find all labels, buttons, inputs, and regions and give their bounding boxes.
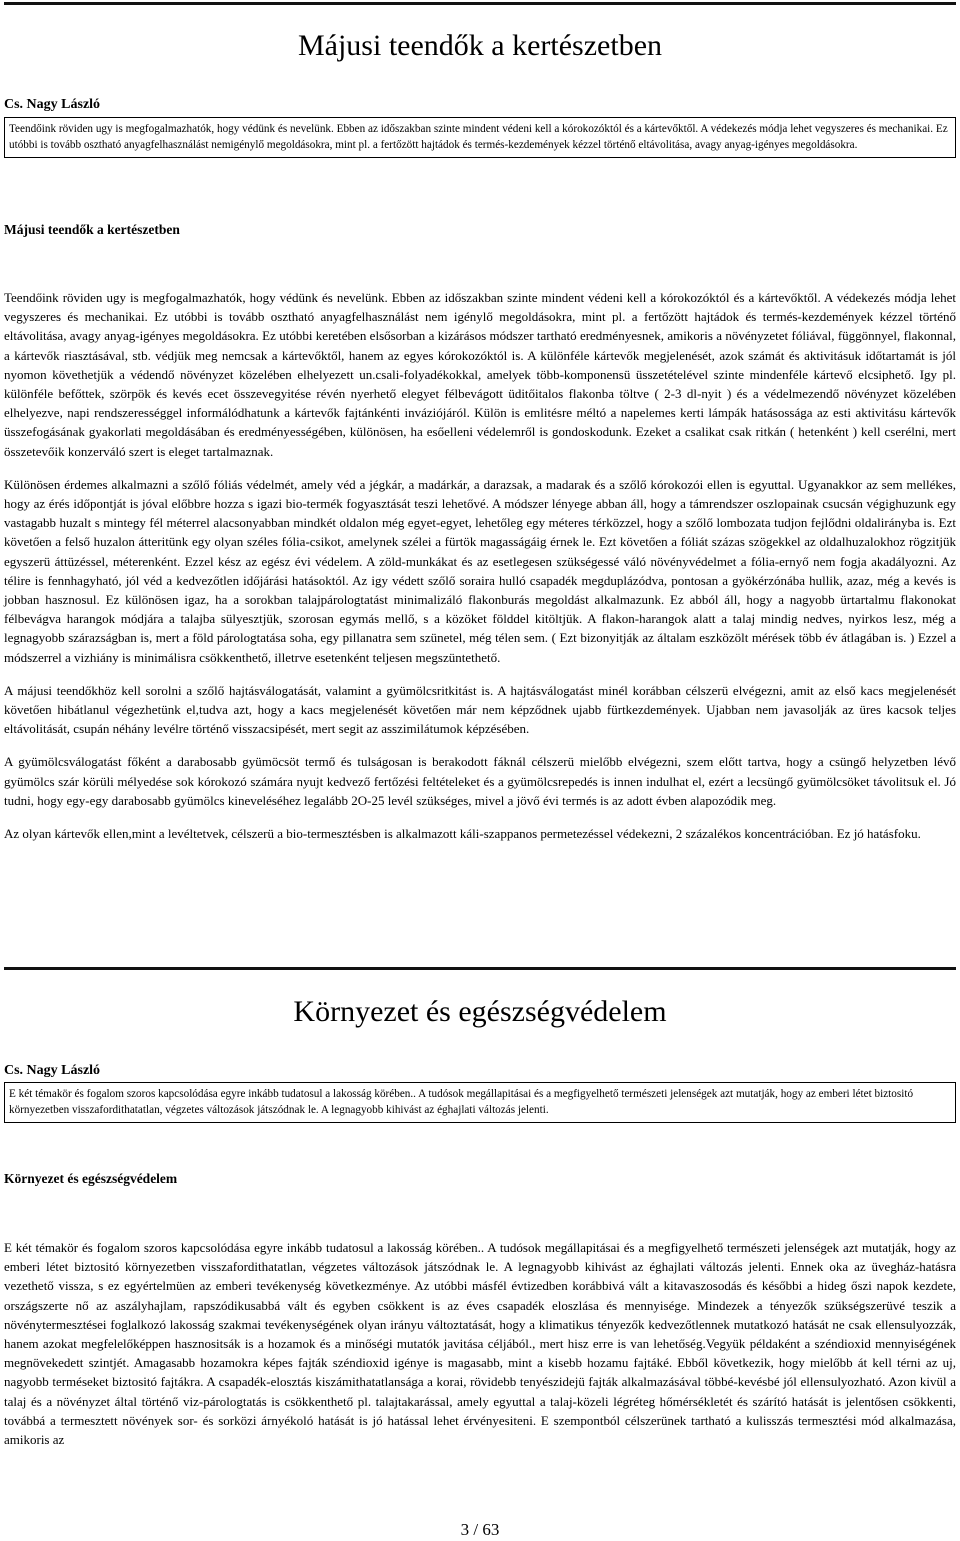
- article-author-2: Cs. Nagy László: [4, 1063, 101, 1078]
- article-subheading-1: Májusi teendők a kertészetben: [4, 222, 180, 237]
- article-abstract-2: E két témakör és fogalom szoros kapcsolódása egyre inkább tudatosul a lakosság körében.. A tudósok megállapitásai és a megfigyelhető természeti jelenségek azt mutatják, hogy az emberi létet biztositó környezetben visszafordithatatlan, végzetes változások játszódnak le. A legnagyobb kihivást az éghajlati változás jelenti.: [4, 1082, 956, 1123]
- top-rule: [4, 2, 956, 5]
- article-subheading-2: Környezet és egészségvédelem: [4, 1171, 178, 1186]
- paragraph: A májusi teendőkhöz kell sorolni a szőlő hajtásválogatását, valamint a gyümölcsritkitást is. A hajtásválogatást minél korábban célszerü elvégezni, amit az első kacs megjelenését követően hibátlanul végezhetünk el,tudva azt, hogy a kacs megjelenését követően már nem képződnek ujabb fürtkezdemények. Ujabban nem javasolják az üres kacsok teljes eltávolitását, csupán néhány levélre történő visszacsipését, mert segit az asszimilátumok képzésében.: [4, 682, 956, 737]
- page-indicator: 3 / 63: [460, 1520, 500, 1539]
- article-abstract-1: Teendőink röviden ugy is megfogalmazhatók, hogy védünk és nevelünk. Ebben az időszakban szinte mindent védeni kell a kórokozóktól és a kártevőktől. A védekezés módja lehet vegyszeres és mechanikai. Ez utóbbi is tovább osztható anyagfelhasználást nemigénylő megoldásokra, mint pl. a fertőzött hajtádok és termés-kezdemények kézzel történő eltávolitása, avagy anyag-igényes megoldásokra.: [4, 117, 956, 158]
- paragraph: A gyümölcsválogatást főként a darabosabb gyümöcsöt termő és tulságosan is berakodott fáknál célszerü mielőbb elvégezni, szem előtt tartva, hogy a csüngő helyzetben lévő gyümölcs szár körüli mélyedése sok kórokozó számára nyujt kedvező fertőzési feltételeket és a gyümölcsrepedés is innen indulhat el, ezért a lecsüngő gyümölcsöket távolitsuk el. Jó tudni, hogy egy-egy darabosabb gyümölcs kineveléséhez legalább 2O-25 levél szükséges, mivel a jövő évi termés is az adott évben alapozódik meg.: [4, 754, 956, 808]
- paragraph: Különösen érdemes alkalmazni a szőlő fóliás védelmét, amely véd a jégkár, a madárkár, a darazsak, a madarak és a szőlő kórokozói ellen is egyuttal. Ugyanakkor az sem mellékes, hogy az érés időpontját is jóval előbbre hozza s igazi bio-termék fogyasztását teszi lehetővé. A módszer lényege abban áll, hogy a támrendszer oszlopainak csucsán végighuzunk egy vastagabb huzalt s mintegy fél méterrel alacsonyabban mindkét oldalon még egyet-egyet, lehetőleg egy méteres térközzel, hogy a szőlő lombozata tudjon fejlődni oldalirányba is. Ezt követően a felső huzalon átteritünk egy olyan széles fólia-csikot, amelynek szélei a fürtök magasságáig érnek le. Ezt követően a fóliát százas szögekkel az oldalhuzalokhoz rögzitjük egyszerü áttüzéssel, méterenként. Ezzel kész az egész évi védelem. A zöld-munkákat és az esetlegesen szükségessé váló növényvédelmet a fólia-ernyő nem fogja akadályozni. Az télire is fennhagyható, jól véd a kedvezőtlen időjárási hatásoktól. Az igy védett szőlő soraira hulló csapadék megduplázódva, pontosan a gyökérzónába hullik, azaz, még a kevés is jobban hasznosul. Ez különösen igaz, ha a sorokban talajpárologtatást minimalizáló flakonburás megoldást alkalmazunk. Ez abból áll, hogy a nagyobb ürtartalmu flakonokat félbevágva harangok módjára a talajba sülyesztjük, szorosan egymás mellő, s a közöket földdel kitöltjük. A flakon-harangok alatt a talaj mindig nedves, nyirkos lesz, még a legnagyobb szárazságban is, mert a föld párologtatása soha, egy pillanatra sem szünetel, még télen sem. ( Ezt bizonyitják az általam eszközölt mérések több év átlagában is. ) Ezzel a módszerrel a vizhiány is minimálisra csökkenthető, illetrve esetenként teljesen megszüntethető.: [4, 476, 956, 665]
- article-title-2: Környezet és egészségvédelem: [293, 995, 667, 1028]
- article-body-1: [4, 288, 956, 857]
- article-body-2: [4, 1238, 956, 1506]
- article-author-1: Cs. Nagy László: [4, 97, 101, 112]
- section-divider-rule: [4, 967, 956, 970]
- paragraph: E két témakör és fogalom szoros kapcsolódása egyre inkább tudatosul a lakosság körében.. A tudósok megállapitásai és a megfigyelhető természeti jelenségek azt mutatják, hogy az emberi létet biztositó környezetben visszafordithatatlan, végzetes változások játszódnak le. A legnagyobb kihivást az éghajlati változás jelenti. Ennek oka az üvegház-hatásra vezethető vissza, s ez egyértelmüen az emberi tevékenység következménye. Az utóbbi másfél évtizedben korábbivá vált a kitavaszosodás és későbbi a hideg őszi napok kezdete, országszerte nő az aszályhajlam, rapszódikusabbá vált és egyben csökkent is az éves csapadék eloszlása és mennyisége. Mindezek a tényezők szükségszerüvé teszik a növénytermesztései foglalkozó lakosság szakmai tevékenységének olyan irányu változtatását, hogy a klimatikus tényezők kedvezőtlennek mutatkozó hatását ne csak ellensulyozzák, hanem azokat megfelelőképpen hasznositsák is a hozamok és a minőségi mutatók javitása céljából., mert hisz erre is van lehetőség.Vegyük példaként a széndioxid mennyiségének megnövekedett szintjét. Amagasabb hozamokra képes fajták széndioxid igénye is magasabb, mint a kisebb hozamu fajtáké. Ebből következik, hogy mielőbb át kell térni az uj, nagyobb terméseket biztositó fajtákra. A csapadék-elosztás kiszámithatatlansága a korai, rövidebb tenyészidejü fajták alkalmazásával többé-kevésbé jól ellensulyozható. Azon kivül a talaj és a növényzet által történő viz-párologtatás is csökkenthető pl. talajtakarással, amely egyuttal a talaj-közeli légréteg hőmérsékletét és szárító hatását is jelentősen csökkenti, továbbá a termesztett növények sor- és sorközi árnyékoló hatását is jó hatással lehet érvényesiteni. E szempontból célszerünek tartható a kulisszás termesztési mód alkalmazása, amikoris az: [4, 1240, 956, 1448]
- paragraph: Teendőink röviden ugy is megfogalmazhatók, hogy védünk és nevelünk. Ebben az időszakban szinte mindent védeni kell a kórokozóktól és a kártevőktől. A védekezés módja lehet vegyszeres és mechanikai. Ez utóbbi is tovább osztható anyagfelhasználást nem igénylő megoldásokra, mint pl. a fertőzött hajtádok és termés-kezdemények kézzel történő eltávolitása, avagy anyag-igényes megoldásokra. Ez utóbbi keretében elsősorban a kizárásos módszer tartható eredményesnek, amikoris a növényzetet fóliával, függönnyel, flakonnal, a kártevők riasztásával, stb. védjük meg nemcsak a kártevőktől, hanem az egyes kórokozóktól is. A különféle kártevők megjelenését, azok számát és aktivitásuk időtartamát is jól nyomon követhetjük a védendő növényzet közelében elhelyezett un.csali-folyadékokkal, amelyek több-komponensü üsszetételével szinte mindenféle kártevő elcsiphető. Igy pl. különféle befőttek, szörpök és kevés ecet összevegyitése révén nyerhető elegyet félbevágott üditőitalos flakonba töltve ( 2-3 dl-nyit ) és a védelmezendő növényzet közelében elhelyezve, napi rendszerességgel informálódhatunk a kártevők fajtánkénti inváziójáról. Külön is emlitésre méltó a napelemes kerti lámpák hatásossága az esti aktivitásu kártevők üsszefogásának gyakorlati megoldásában és eredményességében, különösen, ha esőelleni védelemről is gondoskodunk. Ezeket a csalikat csak ritkán ( hetenként ) kell cserélni, mert összetevőik konzerváló szert is eleget tartalmaznak.: [4, 290, 956, 459]
- article-title-1: Májusi teendők a kertészetben: [297, 29, 663, 62]
- paragraph: Az olyan kártevők ellen,mint a levéltetvek, célszerü a bio-termesztésben is alkalmazott káli-szappanos permetezéssel védekezni, 2 százalékos koncentrációban. Ez jó hatásfoku.: [4, 826, 921, 842]
